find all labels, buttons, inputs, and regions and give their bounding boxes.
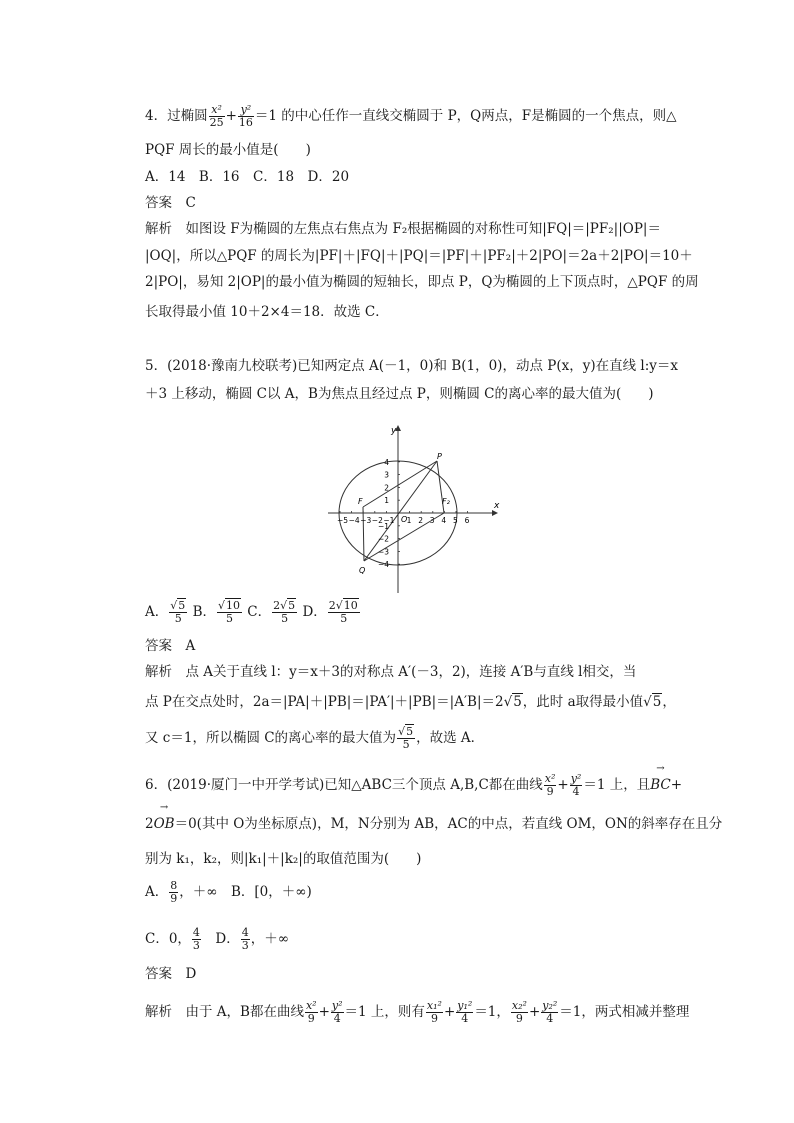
option-d-fraction: $\frac{4}{3}$ [241,926,249,952]
x-tick-label: 1 [406,516,412,525]
q4-stem-line1: 4．过椭圆 $\frac{\text{x²}}{25}$ + $\frac{\text{y²}}{16}$ ＝1 的中心任作一直线交椭圆于 P，Q两点，F是椭圆的一个焦点，则△ [145,103,677,129]
q5-solution-line1: 解析 点 A关于直线 l：y＝x＋3的对称点 A′(－3，2)，连接 A′B与直线 l相交，当 [145,664,637,680]
fraction: $\frac{\text{x₁²}}{9}$ [426,999,442,1025]
q4-solution-line2: |OQ|，所以△PQF 的周长为|PF|＋|FQ|＋|PQ|＝|PF|＋|PF₂|＋2|PO|＝2a＋2|PO|＝10＋ [145,248,693,264]
fraction: $\frac{\text{y²}}{16}$ [238,103,253,129]
x-tick-label: −1 [383,516,395,525]
x-tick-label: −5 [337,516,349,525]
x-tick-label: 3 [429,516,435,525]
point-Q-label: Q [359,566,366,575]
fraction: $\frac{\text{x₂²}}{9}$ [511,999,527,1025]
y-tick-label: 2 [384,483,389,493]
x-tick-label: −3 [360,516,372,525]
q4-solution-line4: 长取得最小值 10＋2×4＝18．故选 C． [145,304,389,320]
fraction: $\frac{\text{y²}}{4}$ [570,772,582,798]
x-tick-label: 2 [418,516,423,525]
q6-answer: 答案 D [145,966,197,982]
q6-solution-line1: 解析 由于 A，B都在曲线 $\frac{\text{x²}}{9}$ + $\frac{\text{y²}}{4}$ ＝1 上，则有 $\frac{\text{x₁²}}{9}$ + $\frac{\text{y₁²}}{4}$ ＝1， $\frac{\text{x₂²}}{9}$ + $\frac{\text{y₂²}}{4}$ ＝1，两式相减并整理 [145,999,690,1025]
fraction: $\frac{\text{x²}}{9}$ [305,999,317,1025]
q5-stem-line2: ＋3 上移动，椭圆 C以 A，B为焦点且经过点 P，则椭圆 C的离心率的最大值为( ) [145,386,654,402]
option-a-fraction: $\frac{√5}{5}$ [170,599,186,625]
y-axis-label: y [391,426,397,436]
q6-stem-line2: 2→ OB＝0(其中 O为坐标原点)，M，N分别为 AB，AC的中点，若直线 OM，ON的斜率存在且分 [145,814,722,834]
origin-label: O [401,515,408,524]
x-tick-label: 6 [464,516,470,525]
fraction: $\frac{\text{x²}}{9}$ [544,772,556,798]
q4-stem-line2: PQF 周长的最小值是( ) [145,142,311,158]
point-F2-label: F₂ [442,497,450,506]
fraction: $\frac{\text{x²}}{25}$ [209,103,224,129]
x-axis-label: x [494,501,500,511]
option-c-fraction: $\frac{2√5}{5}$ [273,599,296,625]
q5-stem-line1: 5．(2018·豫南九校联考)已知两定点 A(－1，0)和 B(1，0)，动点 P(x，y)在直线 l:y＝x [145,358,678,374]
x-tick-label: −4 [348,516,360,525]
y-tick-label: 1 [384,496,389,506]
q6-stem-line3: 别为 k₁，k₂，则|k₁|＋|k₂|的取值范围为( ) [145,851,422,867]
fraction: $\frac{\text{y²}}{4}$ [331,999,343,1025]
vector-OB: → OB [154,814,175,834]
q5-answer: 答案 A [145,638,196,654]
point-P-label: P [437,452,442,461]
q4-solution-line1: 解析 如图设 F为椭圆的左焦点右焦点为 F₂根据椭圆的对称性可知|FQ|＝|PF₂||OP|＝ [145,221,661,237]
y-tick-label: 4 [384,457,389,467]
x-tick-label: 4 [441,516,447,525]
ellipse-figure [328,423,500,595]
q6-options-cd: C．0， $\frac{4}{3}$ D． $\frac{4}{3}$ ，＋∞ [145,926,289,952]
q6-options-ab: A． $\frac{8}{9}$ ，＋∞ B．[0，＋∞) [145,879,312,905]
option-a-fraction: $\frac{8}{9}$ [170,879,178,905]
y-tick-label: 3 [384,470,389,480]
q5-options: A． $\frac{√5}{5}$ B． $\frac{√10}{5}$ C． $\frac{2√5}{5}$ D． $\frac{2√10}{5}$ [145,599,358,625]
point-F-label: F [358,497,363,506]
q5-solution-line2: 点 P在交点处时，2a＝|PA|＋|PB|＝|PA′|＋|PB|＝|A′B|＝2√5，此时 a取得最小值√5， [145,694,676,710]
option-d-fraction: $\frac{2√10}{5}$ [328,599,358,625]
y-tick-label: −1 [377,521,389,531]
option-c-fraction: $\frac{4}{3}$ [192,926,200,952]
q6-stem-line1: 6．(2019·厦门一中开学考试)已知△ABC三个顶点 A,B,C都在曲线 $\frac{\text{x²}}{9}$ + $\frac{\text{y²}}{4}$ ＝1 上，且→ BC+ [145,773,682,798]
y-tick-label: −4 [377,560,389,570]
x-tick-label: −2 [371,516,383,525]
fraction: $\frac{√5}{5}$ [398,725,414,751]
fraction: $\frac{\text{y₂²}}{4}$ [542,999,558,1025]
q4-answer: 答案 C [145,195,196,211]
fraction: $\frac{\text{y₁²}}{4}$ [457,999,473,1025]
y-tick-label: −2 [377,534,389,544]
vector-BC: → BC [650,775,671,795]
q5-solution-line3: 又 c＝1，所以椭圆 C的离心率的最大值为 $\frac{√5}{5}$ ，故选 A． [145,725,485,751]
option-b-fraction: $\frac{√10}{5}$ [217,599,240,625]
x-tick-label: 5 [453,516,458,525]
y-tick-label: −3 [377,547,389,557]
q4-options: A．14 B．16 C．18 D．20 [145,169,350,185]
q4-solution-line3: 2|PO|，易知 2|OP|的最小值为椭圆的短轴长，即点 P，Q为椭圆的上下顶点时，△PQF 的周 [145,274,699,290]
